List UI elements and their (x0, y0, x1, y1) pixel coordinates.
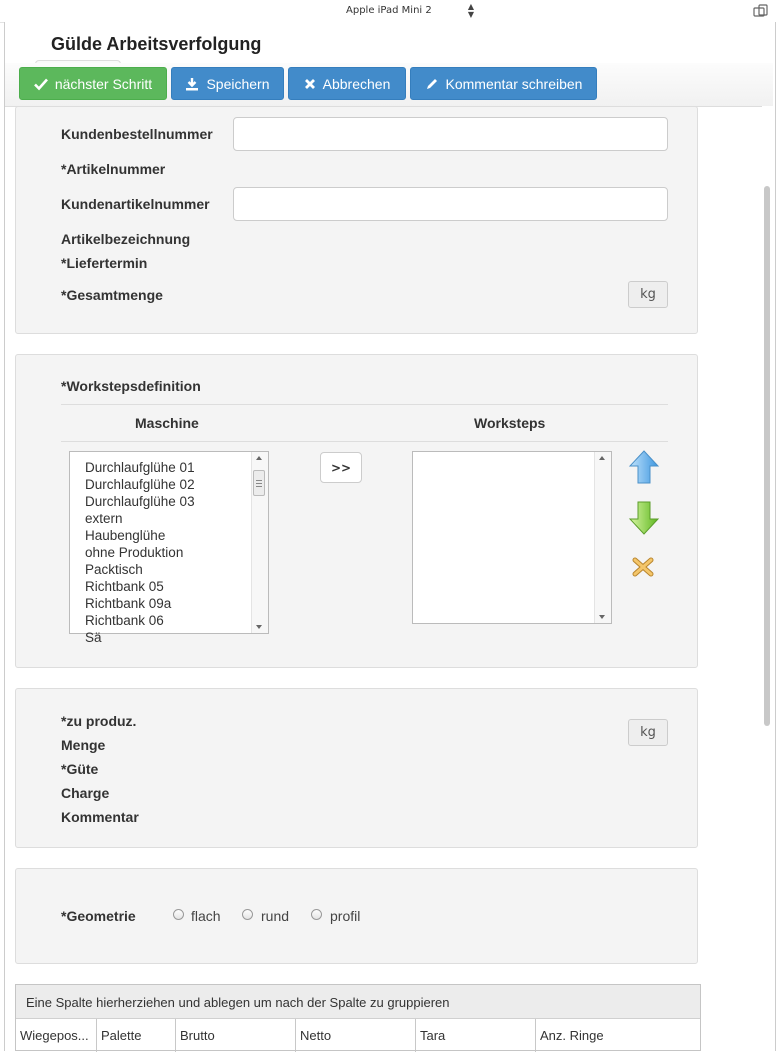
grid-column-header[interactable] (536, 1019, 700, 1052)
article-number-label: *Artikelnummer (61, 161, 166, 177)
arrow-up-icon[interactable] (628, 450, 660, 484)
weighing-grid (15, 984, 701, 1051)
total-quantity-unit: kg (628, 281, 668, 308)
page-scroll-thumb[interactable] (764, 186, 770, 726)
divider (61, 441, 668, 442)
machine-option[interactable]: Richtbank 05 (85, 579, 164, 594)
customer-article-number-input[interactable] (233, 187, 668, 221)
machine-option[interactable]: Richtbank 06 (85, 613, 164, 628)
machine-option[interactable]: Durchlaufglühe 03 (85, 494, 195, 509)
machine-column-header: Maschine (135, 415, 199, 431)
geometry-label: *Geometrie (61, 908, 136, 924)
save-button[interactable] (171, 67, 284, 100)
device-toolbar (0, 0, 775, 23)
customer-order-number-label: Kundenbestellnummer (61, 126, 213, 142)
machine-option[interactable]: Packtisch (85, 562, 143, 577)
geometry-round-radio[interactable] (242, 909, 253, 920)
machine-option[interactable]: Richtbank 09a (85, 596, 172, 611)
machine-option[interactable]: ohne Produktion (85, 545, 184, 560)
column-label: Tara (420, 1028, 446, 1043)
order-details-panel (15, 106, 698, 334)
quantity-to-produce-label-2: Menge (61, 737, 106, 753)
machine-listbox[interactable] (69, 451, 269, 645)
cancel-button[interactable] (288, 67, 406, 100)
scroll-down-icon[interactable] (599, 615, 605, 619)
grid-column-header[interactable] (16, 1019, 97, 1052)
column-label: Brutto (180, 1028, 215, 1043)
write-comment-button[interactable] (410, 67, 597, 100)
next-step-label: nächster Schritt (54, 75, 153, 92)
page-scrollbar[interactable] (762, 106, 773, 1051)
article-description-label: Artikelbezeichnung (61, 231, 191, 247)
check-icon (34, 78, 48, 90)
rotate-device-icon[interactable] (753, 4, 769, 18)
cancel-label: Abbrechen (322, 75, 391, 92)
quality-label: *Güte (61, 761, 99, 777)
worksteps-panel (15, 354, 698, 668)
delivery-date-label: *Liefertermin (61, 255, 148, 271)
geometry-panel (15, 868, 698, 964)
column-label: Palette (101, 1028, 142, 1043)
scroll-up-icon[interactable] (599, 456, 605, 460)
delete-icon[interactable] (632, 557, 654, 577)
download-icon (185, 77, 199, 91)
geometry-round-label[interactable]: rund (261, 908, 290, 924)
total-quantity-label: *Gesamtmenge (61, 287, 163, 303)
worksteps-definition-label: *Workstepsdefinition (61, 378, 201, 394)
grid-column-header[interactable] (416, 1019, 536, 1052)
machine-list (85, 459, 195, 646)
device-frame (4, 22, 776, 1051)
add-workstep-button[interactable]: >> (320, 452, 362, 483)
select-arrows-icon: ▲ ▼ (467, 2, 474, 19)
page-title: Gülde Arbeitsverfolgung (51, 34, 262, 54)
customer-article-number-label: Kundenartikelnummer (61, 196, 210, 212)
machine-option[interactable]: Durchlaufglühe 02 (85, 477, 195, 492)
geometry-profile-label[interactable]: profil (330, 908, 361, 924)
grid-column-header[interactable] (176, 1019, 296, 1052)
machine-option[interactable]: Haubenglühe (85, 528, 166, 543)
pencil-icon (425, 77, 439, 91)
group-drop-area[interactable] (16, 985, 700, 1019)
action-toolbar (5, 63, 773, 107)
geometry-flat-radio[interactable] (173, 909, 184, 920)
geometry-flat-label[interactable]: flach (191, 908, 221, 924)
machine-option[interactable]: extern (85, 511, 123, 526)
arrow-down-icon[interactable] (628, 501, 660, 535)
column-label: Wiegepos... (20, 1028, 89, 1043)
device-select[interactable] (338, 3, 478, 19)
scroll-down-icon[interactable] (256, 625, 262, 629)
column-label: Netto (300, 1028, 332, 1043)
worksteps-column-header: Worksteps (474, 415, 546, 431)
scroll-up-icon[interactable] (256, 456, 262, 460)
column-label: Anz. Ringe (540, 1028, 604, 1043)
group-hint: Eine Spalte hierherziehen und ablegen um nach der Spalte zu gruppieren (26, 995, 450, 1010)
geometry-profile-radio[interactable] (311, 909, 322, 920)
worksteps-list-scrollbar[interactable] (594, 452, 611, 623)
grid-column-header[interactable] (97, 1019, 176, 1052)
quantity-to-produce-label: *zu produz. (61, 713, 137, 729)
quantity-unit: kg (628, 719, 668, 746)
device-select-label: Apple iPad Mini 2 (346, 5, 432, 16)
batch-label: Charge (61, 785, 110, 801)
machine-list-scrollbar[interactable] (251, 452, 268, 633)
machine-option[interactable]: Durchlaufglühe 01 (85, 460, 195, 475)
production-panel (15, 688, 698, 848)
close-icon (304, 78, 316, 90)
divider (61, 404, 668, 405)
machine-option[interactable]: Sä (85, 630, 102, 645)
customer-order-number-input[interactable] (233, 117, 668, 151)
grid-column-header[interactable] (296, 1019, 416, 1052)
scroll-thumb[interactable] (253, 470, 265, 496)
worksteps-listbox[interactable] (412, 451, 612, 624)
save-label: Speichern (206, 75, 270, 92)
next-step-button[interactable] (19, 67, 167, 100)
write-comment-label: Kommentar schreiben (445, 75, 583, 92)
comment-label: Kommentar (61, 809, 139, 825)
